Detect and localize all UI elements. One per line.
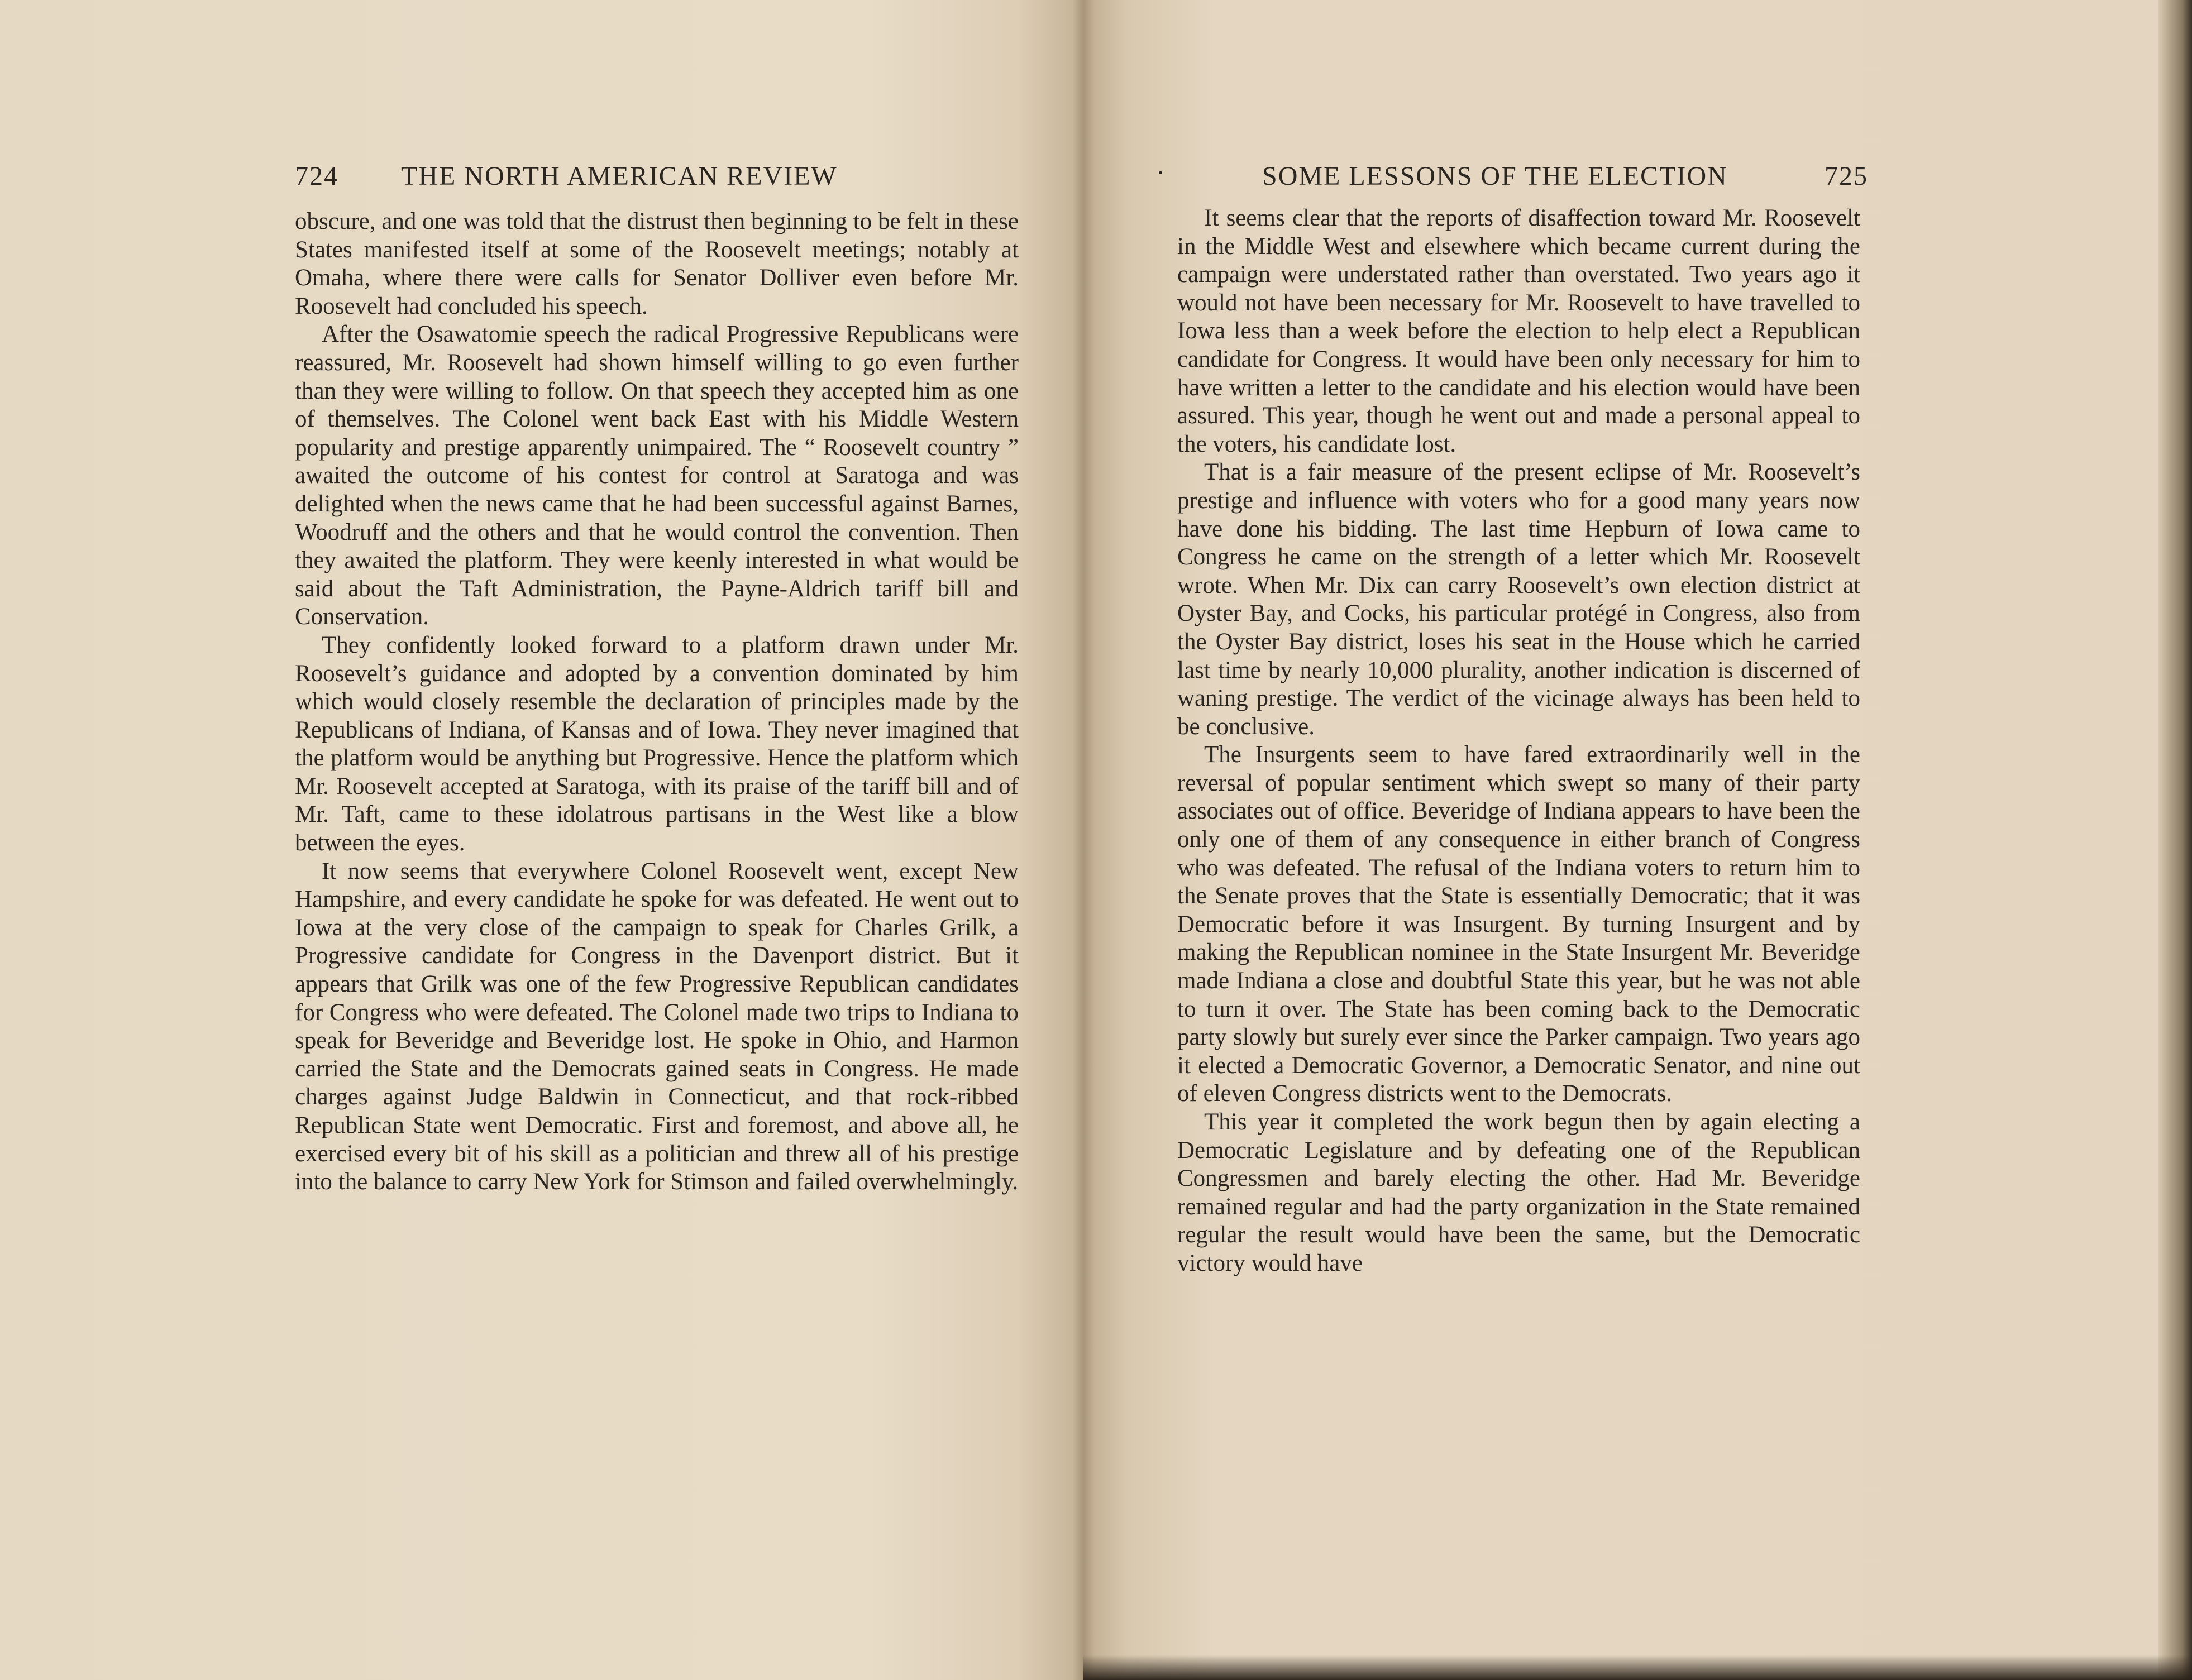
left-running-title: THE NORTH AMERICAN REVIEW	[401, 161, 838, 191]
paragraph: obscure, and one was told that the distrust then beginning to be felt in these States manifested itself at some of the Roosevelt meetings; notably at Omaha, where there were calls for Senator Dolliver even before Mr. Roosevelt had concluded his speech.	[295, 208, 1019, 319]
page-edge-shadow	[2158, 0, 2192, 1680]
bottom-edge-shadow	[1083, 1655, 2192, 1680]
right-page	[1083, 0, 2192, 1680]
paragraph: This year it completed the work begun then by again electing a Democratic Legislature and by defeating one of the Republican Congressmen and barely electing the other. Had Mr. Beveridge remained regular and had the party organization in the State remained regular the result would have been the same, but the Democratic victory would have	[1177, 1109, 1860, 1276]
right-running-title: SOME LESSONS OF THE ELECTION	[1262, 161, 1728, 191]
left-page-number: 724	[295, 161, 338, 191]
paragraph: It seems clear that the reports of disaffection toward Mr. Roosevelt in the Middle West and elsewhere which became current during the campaign were understated rather than overstated. Two years ago it would not have been necessary for Mr. Roosevelt to have travelled to Iowa less than a week before the election to help elect a Republican candidate for Congress. It would have been only necessary for him to have written a letter to the candidate and his election would have been assured. This year, though he went out and made a personal appeal to the voters, his candidate lost.	[1177, 205, 1860, 457]
header-mark: ·	[1156, 158, 1166, 188]
paragraph: That is a fair measure of the present eclipse of Mr. Roosevelt’s prestige and influence with voters who for a good many years now have done his bidding. The last time Hepburn of Iowa came to Congress he came on the strength of a letter which Mr. Roosevelt wrote. When Mr. Dix can carry Roosevelt’s own election district at Oyster Bay, and Cocks, his particular protégé in Congress, also from the Oyster Bay district, loses his seat in the House which he carried last time by nearly 10,000 plurality, another indication is discerned of waning prestige. The verdict of the vicinage always has been held to be conclusive.	[1177, 459, 1860, 740]
paragraph: They confidently looked forward to a platform drawn under Mr. Roosevelt’s guidance and adopted by a convention dominated by him which would closely resemble the declaration of principles made by the Republicans of Indiana, of Kansas and of Iowa. They never imagined that the platform would be anything but Progressive. Hence the platform which Mr. Roosevelt accepted at Saratoga, with its praise of the tariff bill and of Mr. Taft, came to these idolatrous partisans in the West like a blow between the eyes.	[295, 631, 1019, 856]
book-gutter	[1072, 0, 1095, 1680]
paragraph: After the Osawatomie speech the radical Progressive Republicans were reassured, Mr. Roosevelt had shown himself willing to go even further than they were willing to follow. On that speech they accepted him as one of themselves. The Colonel went back East with his Middle Western popularity and prestige apparently unimpaired. The “ Roosevelt country ” awaited the outcome of his contest for control at Saratoga and was delighted when the news came that he had been successful against Barnes, Woodruff and the others and that he would control the convention. Then they awaited the platform. They were keenly interested in what would be said about the Taft Administration, the Payne-Aldrich tariff bill and Conservation.	[295, 321, 1019, 630]
left-page	[0, 0, 1083, 1680]
right-page-number: 725	[1825, 161, 1868, 191]
paragraph: It now seems that everywhere Colonel Roosevelt went, except New Hampshire, and every candidate he spoke for was defeated. He went out to Iowa at the very close of the campaign to speak for Charles Grilk, a Progressive candidate for Congress in the Davenport district. But it appears that Grilk was one of the few Progressive Republican candidates for Congress who were defeated. The Colonel made two trips to Indiana to speak for Beveridge and Beveridge lost. He spoke in Ohio, and Harmon carried the State and the Democrats gained seats in Congress. He made charges against Judge Baldwin in Connecticut, and that rock-ribbed Republican State went Democratic. First and foremost, and above all, he exercised every bit of his skill as a politician and threw all of his prestige into the balance to carry New York for Stimson and failed overwhelmingly.	[295, 858, 1019, 1195]
right-page-body	[1177, 204, 1860, 1278]
paragraph: The Insurgents seem to have fared extraordinarily well in the reversal of popular sentiment which swept so many of their party associates out of office. Beveridge of Indiana appears to have been the only one of them of any consequence in either branch of Congress who was defeated. The refusal of the Indiana voters to return him to the Senate proves that the State is essentially Democratic; that it was Democratic before it was Insurgent. By turning Insurgent and by making the Republican nominee in the State Insurgent Mr. Beveridge made Indiana a close and doubtful State this year, but he was not able to turn it over. The State has been coming back to the Democratic party slowly but surely ever since the Parker campaign. Two years ago it elected a Democratic Governor, a Democratic Senator, and nine out of eleven Congress districts went to the Democrats.	[1177, 741, 1860, 1107]
left-page-body	[295, 208, 1019, 1196]
